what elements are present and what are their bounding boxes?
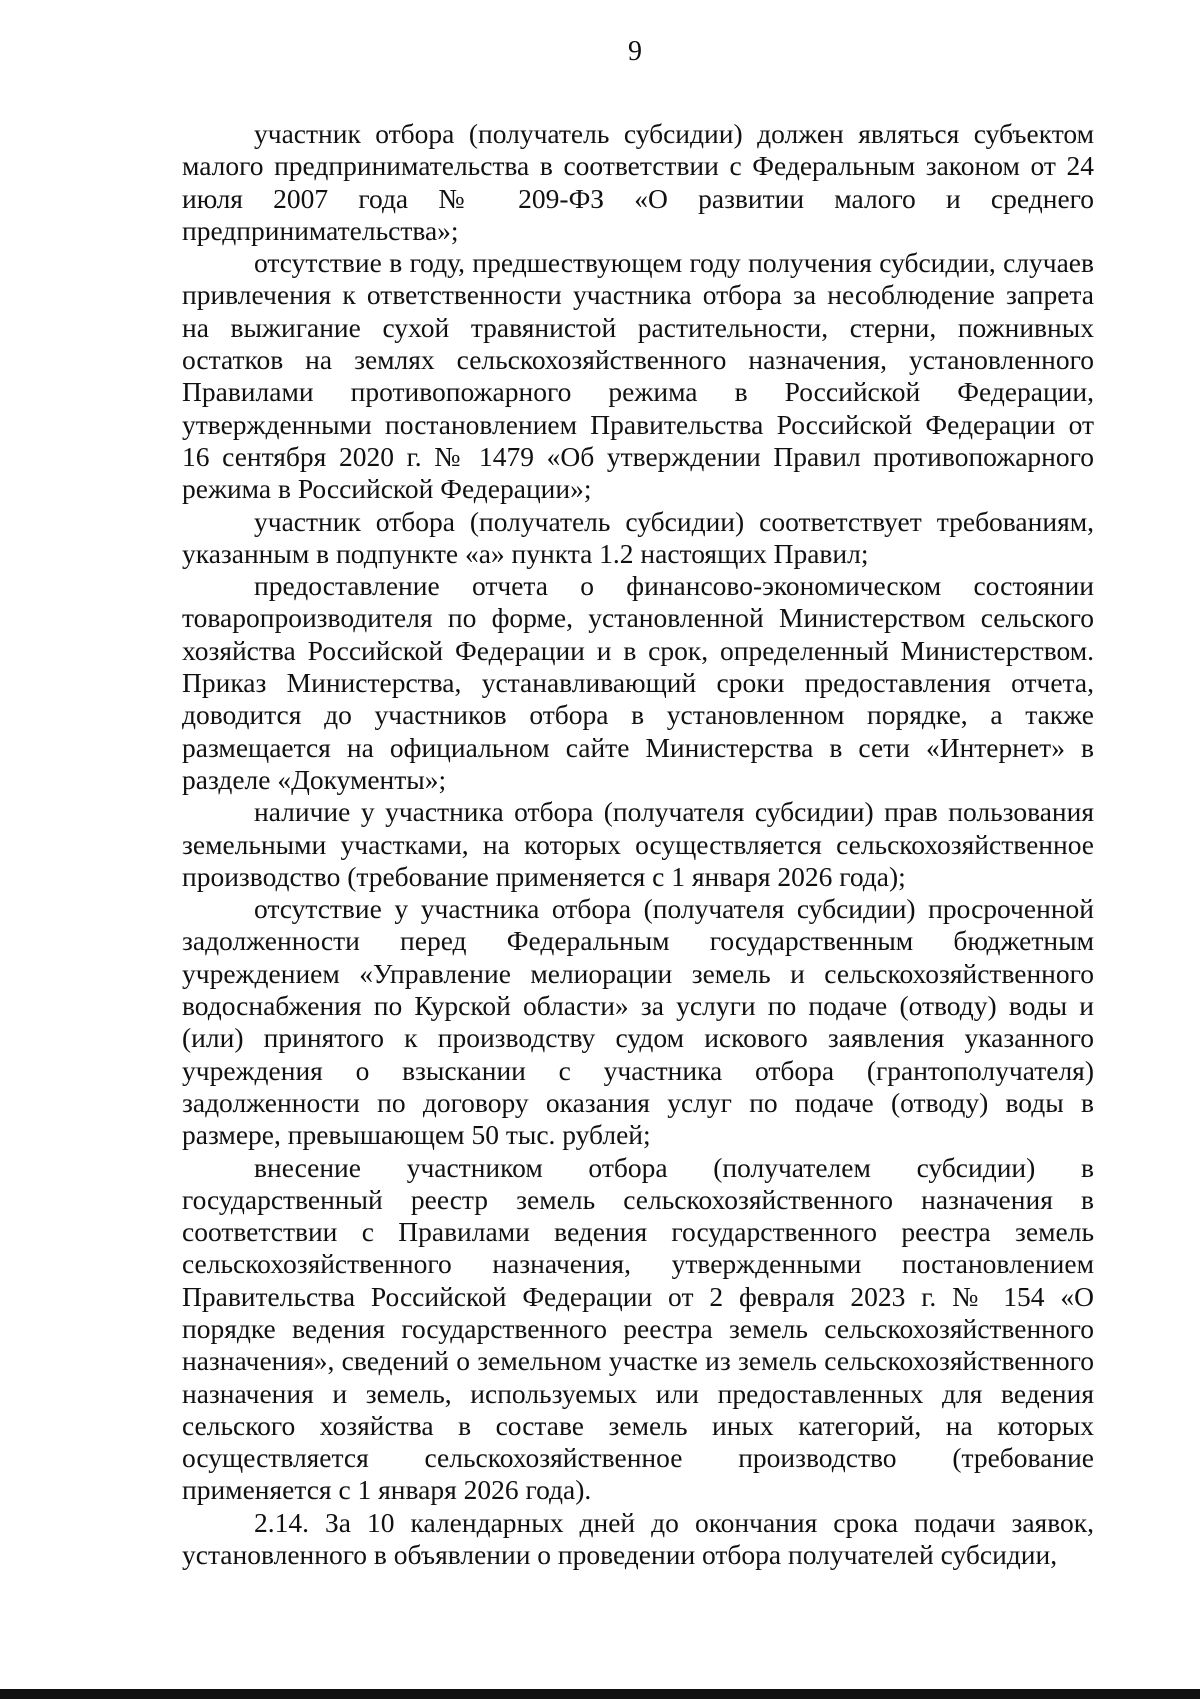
paragraph-land-registry: внесение участником отбора (получателем субсидии) в государственный реестр земель сельскохозяйственного назначения в соответствии с Правилами ведения государственного реестра земель сельскохозяйственного назначения, утвержденными постановлением Правительства Российской Федерации от 2 февраля 2023 г. № 154 «О порядке ведения государственного реестра земель сельскохозяйственного назначения», сведений о земельном участке из земель сельскохозяйственного назначения и земель, используемых или предоставленных для ведения сельского хозяйства в составе земель иных категорий, на которых осуществляется сельскохозяйственное производство (требование применяется с 1 января 2026 года). [182, 1151, 1094, 1506]
document-body [182, 118, 1094, 1571]
paragraph-debt-absence: отсутствие у участника отбора (получателя субсидии) просроченной задолженности перед Федеральным государственным бюджетным учреждением «Управление мелиорации земель и сельскохозяйственного водоснабжения по Курской области» за услуги по подаче (отводу) воды и (или) принятого к производству судом искового заявления указанного учреждения о взыскании с участника отбора (грантополучателя) задолженности по договору оказания услуг по подаче (отводу) воды в размере, превышающем 50 тыс. рублей; [182, 893, 1094, 1151]
paragraph-2-14: 2.14. За 10 календарных дней до окончания срока подачи заявок, установленного в объявлении о проведении отбора получателей субсидии, [182, 1506, 1094, 1571]
paragraph-financial-report: предоставление отчета о финансово-экономическом состоянии товаропроизводителя по форме, установленной Министерством сельского хозяйства Российской Федерации и в срок, определенный Министерством. Приказ Министерства, устанавливающий сроки предоставления отчета, доводится до участников отбора в установленном порядке, а также размещается на официальном сайте Министерства в сети «Интернет» в разделе «Документы»; [182, 570, 1094, 795]
page-number: 9 [628, 36, 642, 67]
paragraph-requirements: участник отбора (получатель субсидии) соответствует требованиям, указанным в подпункте «а» пункта 1.2 настоящих Правил; [182, 505, 1094, 569]
paragraph-small-business: участник отбора (получатель субсидии) должен являться субъектом малого предпринимательства в соответствии с Федеральным законом от 24 июля 2007 года № 209-ФЗ «О развитии малого и среднего предпринимательства»; [182, 118, 1094, 246]
paragraph-burning-ban: отсутствие в году, предшествующем году получения субсидии, случаев привлечения к ответственности участника отбора за несоблюдение запрета на выжигание сухой травянистой растительности, стерни, пожнивных остатков на землях сельскохозяйственного назначения, установленного Правилами противопожарного режима в Российской Федерации, утвержденными постановлением Правительства Российской Федерации от 16 сентября 2020 г. № 1479 «Об утверждении Правил противопожарного режима в Российской Федерации»; [182, 247, 1094, 505]
paragraph-land-rights: наличие у участника отбора (получателя субсидии) прав пользования земельными участками, на которых осуществляется сельскохозяйственное производство (требование применяется с 1 января 2026 года); [182, 796, 1094, 892]
scan-edge-bar [0, 1689, 1200, 1699]
